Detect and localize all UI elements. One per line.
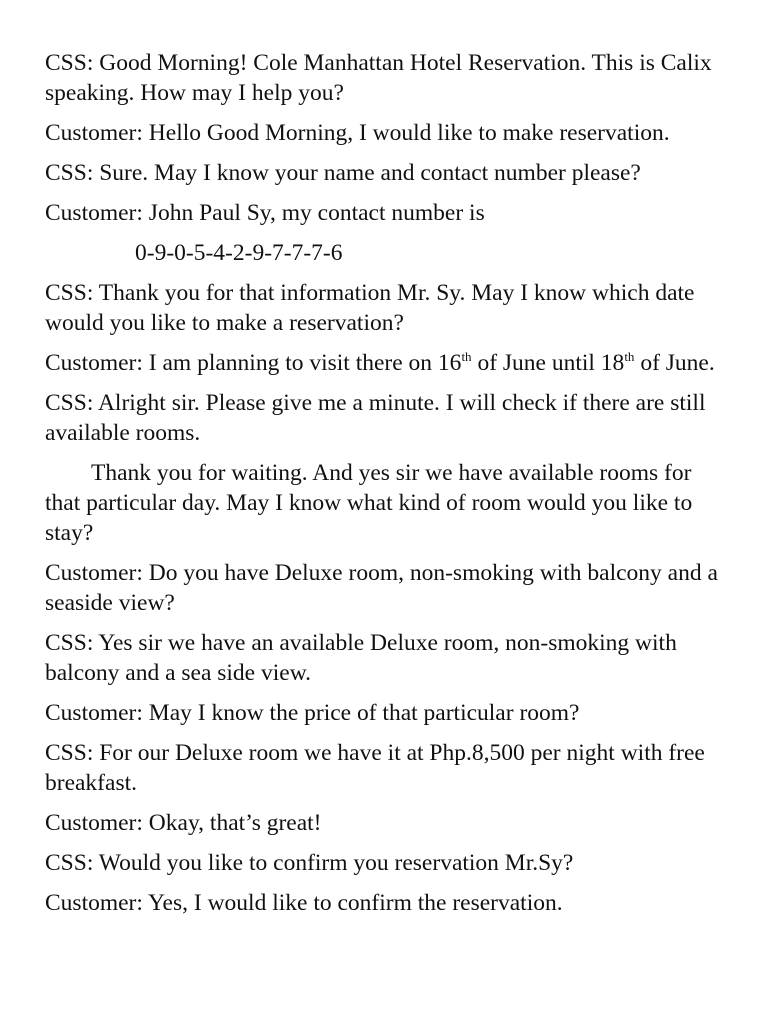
line-text: Would you like to confirm you reservation Mr.Sy? [98, 850, 574, 876]
speaker-label: CSS: [45, 390, 94, 416]
line-text: Yes sir we have an available Deluxe room, non-smoking with balcony and a sea side view. [45, 630, 677, 686]
speaker-label: Customer: [45, 700, 143, 726]
line-text: Thank you for that information Mr. Sy. May I know which date would you like to make a reservation? [45, 280, 695, 336]
dialogue-line-customer-greeting [45, 118, 725, 148]
line-text: Thank you for waiting. And yes sir we have available rooms for that particular day. May I know what kind of room would you like to stay? [45, 460, 693, 546]
ordinal-suffix: th [461, 349, 472, 364]
line-text: of June until 18 [471, 350, 625, 376]
line-text: Sure. May I know your name and contact number please? [99, 160, 641, 186]
speaker-label: CSS: [45, 740, 94, 766]
line-text: Alright sir. Please give me a minute. I will check if there are still available rooms. [45, 390, 706, 446]
contact-number-text: 0-9-0-5-4-2-9-7-7-7-6 [135, 240, 343, 266]
line-text: John Paul Sy, my contact number is [148, 200, 485, 226]
line-text: of June. [634, 350, 715, 376]
dialogue-line-css-checking [45, 388, 725, 448]
speaker-label: CSS: [45, 50, 94, 76]
speaker-label: CSS: [45, 630, 94, 656]
line-text: Good Morning! Cole Manhattan Hotel Reservation. This is Calix speaking. How may I help you? [45, 50, 712, 106]
line-text: Okay, that’s great! [148, 810, 322, 836]
speaker-label: CSS: [45, 280, 94, 306]
speaker-label: Customer: [45, 120, 143, 146]
dialogue-line-css-name-request [45, 158, 725, 188]
ordinal-suffix: th [624, 349, 635, 364]
line-text: Hello Good Morning, I would like to make reservation. [148, 120, 670, 146]
speaker-label: CSS: [45, 160, 94, 186]
dialogue-line-css-room-confirm [45, 628, 725, 688]
dialogue-line-customer-great [45, 808, 725, 838]
speaker-label: Customer: [45, 560, 143, 586]
dialogue-line-css-availability [45, 458, 725, 548]
dialogue-document [45, 48, 725, 928]
dialogue-line-customer-name [45, 198, 725, 228]
speaker-label: Customer: [45, 890, 143, 916]
line-text: Yes, I would like to confirm the reservation. [147, 890, 563, 916]
speaker-label: Customer: [45, 350, 143, 376]
line-text: For our Deluxe room we have it at Php.8,500 per night with free breakfast. [45, 740, 705, 796]
dialogue-line-css-greeting [45, 48, 725, 108]
speaker-label: Customer: [45, 810, 143, 836]
dialogue-line-customer-room-type [45, 558, 725, 618]
speaker-label: CSS: [45, 850, 94, 876]
speaker-label: Customer: [45, 200, 143, 226]
dialogue-line-customer-price [45, 698, 725, 728]
line-text: I am planning to visit there on 16 [148, 350, 462, 376]
dialogue-line-css-confirm-question [45, 848, 725, 878]
contact-number [45, 238, 725, 268]
dialogue-line-css-date-request [45, 278, 725, 338]
dialogue-line-customer-dates [45, 348, 725, 378]
line-text: May I know the price of that particular room? [148, 700, 580, 726]
dialogue-line-css-price [45, 738, 725, 798]
dialogue-line-customer-confirm [45, 888, 725, 918]
line-text: Do you have Deluxe room, non-smoking with balcony and a seaside view? [45, 560, 718, 616]
